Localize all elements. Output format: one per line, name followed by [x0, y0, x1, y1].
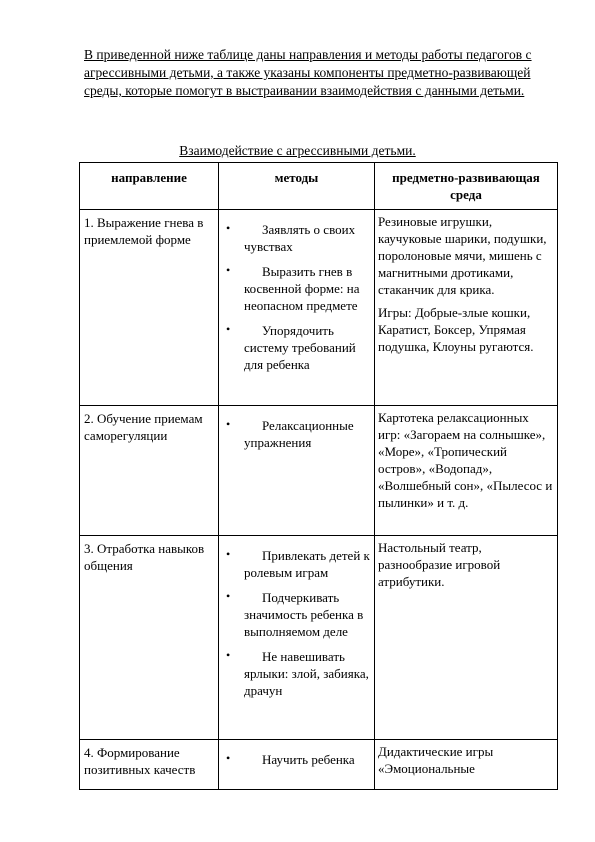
bullet-icon: •: [226, 263, 231, 277]
method-item: [222, 589, 371, 640]
method-item: [222, 263, 371, 314]
environment-cell: [375, 210, 558, 406]
environment-text: Резиновые игрушки, каучуковые шарики, подушки, поролоновые мячи, мишень с магнитными дротиками, стаканчик для крика.: [378, 214, 547, 297]
methods-cell: [219, 740, 375, 790]
method-item: [222, 322, 371, 373]
interaction-table-wrap: [79, 162, 558, 790]
methods-list: [222, 751, 371, 768]
methods-cell: [219, 406, 375, 536]
method-item: [222, 417, 371, 451]
method-text: Подчеркивать значимость ребенка в выполняемом деле: [244, 590, 364, 639]
direction-cell: 4. Формирование позитивных качеств: [80, 740, 219, 790]
environment-cell: [375, 740, 558, 790]
table-header-row: [80, 163, 558, 210]
header-methods: методы: [219, 163, 375, 210]
environment-text: Картотека релаксационных игр: «Загораем на солнышке», «Море», «Тропический остров», «Водопад», «Волшебный сон», «Пылесос и пылинки» и т. д.: [378, 410, 553, 510]
bullet-icon: •: [226, 322, 231, 336]
method-item: [222, 221, 371, 255]
methods-list: [222, 417, 371, 451]
environment-text: Настольный театр, разнообразие игровой атрибутики.: [378, 540, 501, 589]
bullet-icon: •: [226, 589, 231, 603]
environment-text: Игры: Добрые-злые кошки, Каратист, Боксер, Упрямая подушка, Клоуны ругаются.: [378, 305, 534, 354]
method-text: Заявлять о своих чувствах: [244, 222, 356, 254]
table-row: [80, 536, 558, 740]
table-row: [80, 210, 558, 406]
interaction-table: [79, 162, 558, 790]
environment-text: Дидактические игры «Эмоциональные: [378, 744, 494, 776]
method-item: [222, 547, 371, 581]
method-text: Релаксационные упражнения: [244, 418, 354, 450]
methods-cell: [219, 536, 375, 740]
bullet-icon: •: [226, 221, 231, 235]
table-row: [80, 406, 558, 536]
intro-paragraph: В приведенной ниже таблице даны направления и методы работы педагогов с агрессивными детьми, а также указаны компоненты предметно-развивающей среды, которые помогут в выстраивании взаимодействия с данными детьми.: [84, 47, 532, 98]
method-text: Не навешивать ярлыки: злой, забияка, драчун: [244, 649, 369, 698]
bullet-icon: •: [226, 417, 231, 431]
method-text: Выразить гнев в косвенной форме: на неопасном предмете: [244, 264, 360, 313]
method-text: Научить ребенка: [262, 752, 355, 767]
direction-cell: 3. Отработка навыков общения: [80, 536, 219, 740]
method-item: [222, 751, 371, 768]
bullet-icon: •: [226, 751, 231, 765]
methods-cell: [219, 210, 375, 406]
environment-cell: [375, 536, 558, 740]
table-row: [80, 740, 558, 790]
bullet-icon: •: [226, 547, 231, 561]
method-text: Упорядочить систему требований для ребенка: [244, 323, 356, 372]
methods-list: [222, 221, 371, 373]
direction-cell: 2. Обучение приемам саморегуляции: [80, 406, 219, 536]
header-direction: направление: [80, 163, 219, 210]
environment-cell: [375, 406, 558, 536]
direction-cell: 1. Выражение гнева в приемлемой форме: [80, 210, 219, 406]
bullet-icon: •: [226, 648, 231, 662]
method-text: Привлекать детей к ролевым играм: [244, 548, 370, 580]
table-title: Взаимодействие с агрессивными детьми.: [179, 143, 416, 158]
header-environment: предметно-развивающая среда: [375, 163, 558, 210]
method-item: [222, 648, 371, 699]
methods-list: [222, 547, 371, 699]
